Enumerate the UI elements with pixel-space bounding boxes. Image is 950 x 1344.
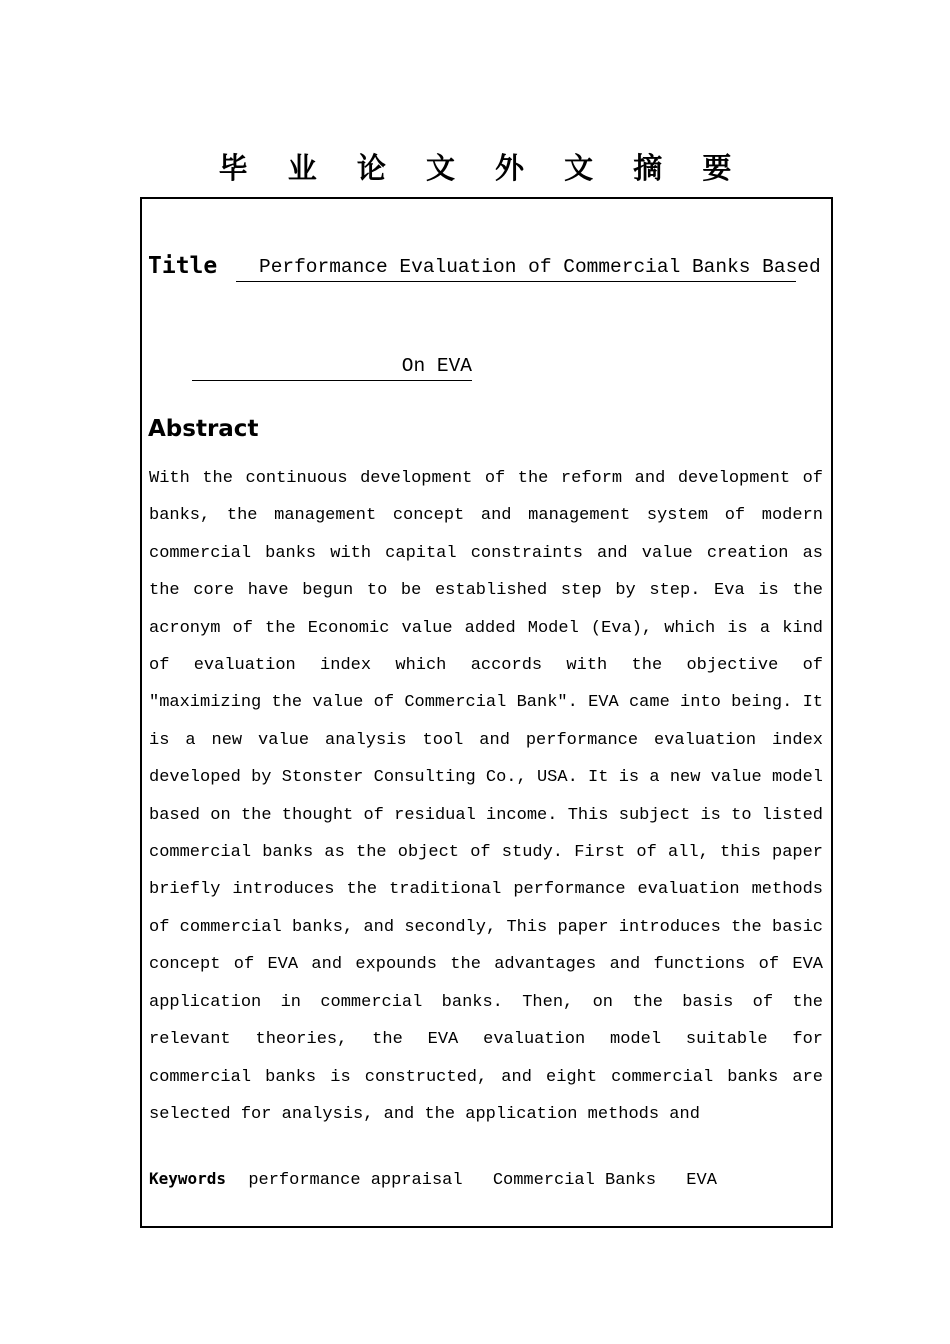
abstract-heading: Abstract (148, 416, 259, 442)
keywords-label: Keywords (149, 1169, 227, 1188)
page-heading: 毕 业 论 文 外 文 摘 要 (218, 151, 747, 185)
abstract-body: With the continuous development of the reform and development of banks, the management concept and management system of modern commercial banks with capital constraints and value creation as the core have begun to be established step by step. Eva is the acronym of the Economic value added Model (Eva), which is a kind of evaluation index which accords with the objective of "maximizing the value of Commercial Bank". EVA came into being. It is a new value analysis tool and performance evaluation index developed by Stonster Consulting Co., USA. It is a new value model based on the thought of residual income. This subject is to listed commercial banks as the object of study. First of all, this paper briefly introduces the traditional performance evaluation methods of commercial banks, and secondly, This paper introduces the basic concept of EVA and expounds the advantages and functions of EVA application in commercial banks. Then, on the basis of the relevant theories, the EVA evaluation model suitable for commercial banks is constructed, and eight commercial banks are selected for analysis, and the application methods and (149, 469, 823, 1124)
keyword-item: Commercial Banks (492, 1171, 657, 1190)
thesis-title-line-2: On EVA (192, 352, 472, 381)
title-label: Title (148, 253, 218, 279)
keyword-item: EVA (686, 1171, 717, 1190)
thesis-title-line-1: Performance Evaluation of Commercial Banks Based (236, 253, 796, 282)
keywords-row (149, 1164, 743, 1196)
keyword-item: performance appraisal (248, 1171, 463, 1190)
